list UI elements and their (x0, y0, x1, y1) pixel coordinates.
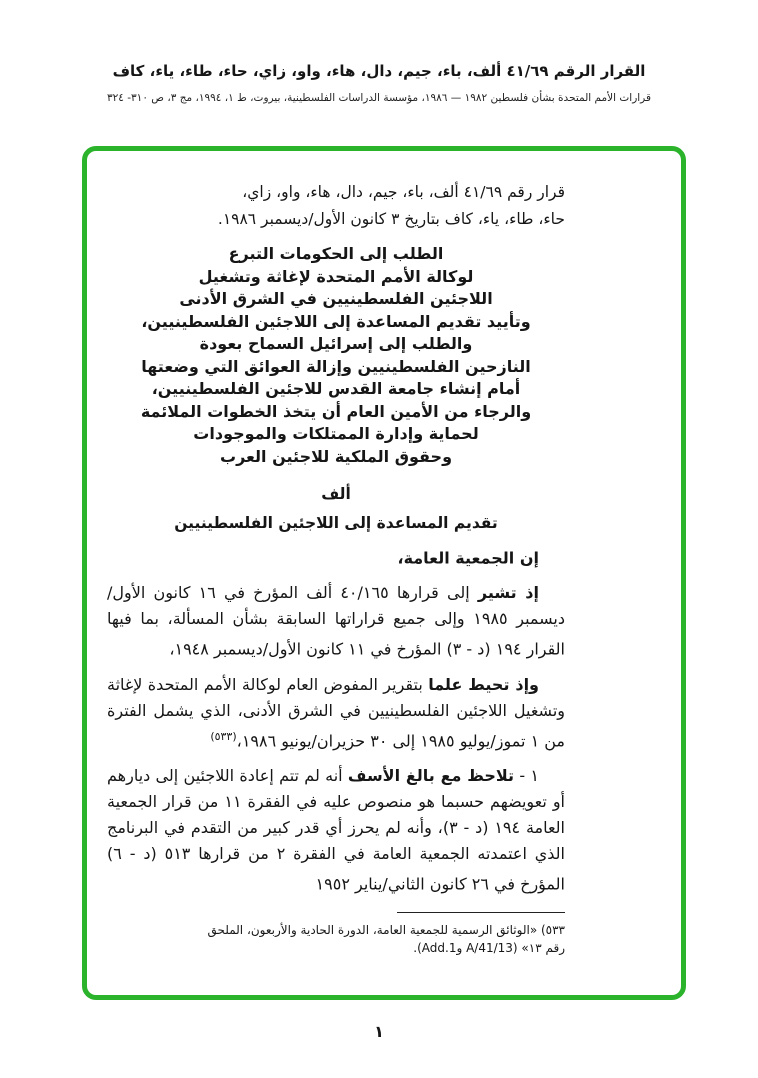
resolution-number-line: قرار رقم ٤١/٦٩ ألف، باء، جيم، دال، هاء، واو، زاي، (242, 183, 565, 201)
paragraph-text: إلى قرارها ٤٠/١٦٥ ألف المؤرخ في ١٦ كانون الأول/ديسمبر ١٩٨٥ وإلى جميع قراراتها السابقة بشأن المسألة، بما فيها القرار ١٩٤ (د - ٣) المؤرخ في ١١ كانون الأول/ديسمبر ١٩٤٨، (107, 583, 566, 659)
resolution-title-line: أمام إنشاء جامعة القدس للاجئين الفلسطينيين، (151, 379, 521, 398)
resolution-title-block (107, 243, 565, 468)
operative-paragraph (107, 763, 565, 897)
resolution-title-line: وتأييد تقديم المساعدة إلى اللاجئين الفلسطينيين، (141, 311, 531, 331)
paragraph-lead: إذ تشير (477, 583, 539, 603)
page-header (0, 62, 758, 104)
footnote-line: ٥٣٣) «الوثائق الرسمية للجمعية العامة، الدورة الحادية والأربعون، الملحق (207, 923, 565, 937)
footnote-reference: (٥٣٣) (210, 729, 237, 743)
paragraph-lead: وإذ تحيط علما (428, 674, 539, 694)
resolution-title-line: لوكالة الأمم المتحدة لإغاثة وتشغيل (198, 266, 474, 286)
resolution-number-line: حاء، طاء، ياء، كاف بتاريخ ٣ كانون الأول/ديسمبر ١٩٨٦. (217, 210, 565, 228)
preamble-paragraph (107, 672, 565, 754)
content-border-frame (82, 146, 686, 1000)
resolution-body (107, 541, 565, 897)
paragraph-lead: إن الجمعية العامة، (397, 548, 539, 568)
section-letter: ألف (321, 485, 351, 503)
resolution-title-line: والطلب إلى إسرائيل السماح بعودة (199, 334, 473, 353)
footnote-separator (397, 912, 565, 913)
paragraph-text: أنه لم تتم إعادة اللاجئين إلى ديارهم أو تعويضهم حسبما هو منصوص عليه في الفقرة ١١ من قرار الجمعية العامة ١٩٤ (د - ٣)، وأنه لم يحرز أي قدر كبير من التقدم في البرنامج الذي اعتمدته الجمعية العامة في الفقرة ٢ من قرارها ٥١٣ (د - ٦) المؤرخ في ٢٦ كانون الثاني/يناير ١٩٥٢ (107, 765, 566, 894)
resolution-number-block (107, 179, 565, 233)
source-citation: قرارات الأمم المتحدة بشأن فلسطين ١٩٨٢ — ١٩٨٦، مؤسسة الدراسات الفلسطينية، بيروت، ط ١، ١٩٩٤، مج ٣، ص ٣١٠- ٣٢٤ (106, 92, 651, 104)
paragraph-text: بتقرير المفوض العام لوكالة الأمم المتحدة لإغاثة وتشغيل اللاجئين الفلسطينيين في الشرق الأدنى، الذي يشمل الفترة من ١ تموز/يوليو ١٩٨٥ إلى ٣٠ حزيران/يونيو ١٩٨٦، (107, 674, 565, 750)
resolution-title-line: اللاجئين الفلسطينيين في الشرق الأدنى (179, 289, 493, 308)
paragraph-number: ١ - (514, 765, 539, 785)
preamble-paragraph (107, 580, 565, 662)
section-title: تقديم المساعدة إلى اللاجئين الفلسطينيين (174, 514, 498, 532)
preamble-opening (107, 541, 565, 571)
resolution-content (107, 179, 565, 897)
resolution-title-line: والرجاء من الأمين العام أن يتخذ الخطوات الملائمة (140, 401, 532, 421)
resolution-title-line: وحقوق الملكية للاجئين العرب (219, 446, 453, 466)
footnote-line: رقم ١٣» (A/41/13 وAdd.1). (413, 941, 565, 955)
paragraph-lead: تلاحظ مع بالغ الأسف (347, 765, 515, 785)
header-title: القرار الرقم ٤١/٦٩ ألف، باء، جيم، دال، هاء، واو، زاي، حاء، طاء، ياء، كاف (112, 62, 646, 80)
footnote-block (207, 912, 565, 957)
resolution-title-line: الطلب إلى الحكومات التبرع (228, 244, 444, 263)
resolution-title-line: النازحين الفلسطينيين وإزالة العوائق التي وضعتها (141, 356, 531, 376)
page-number: ١ (374, 1022, 384, 1041)
resolution-title-line: لحماية وإدارة الممتلكات والموجودات (193, 424, 479, 443)
